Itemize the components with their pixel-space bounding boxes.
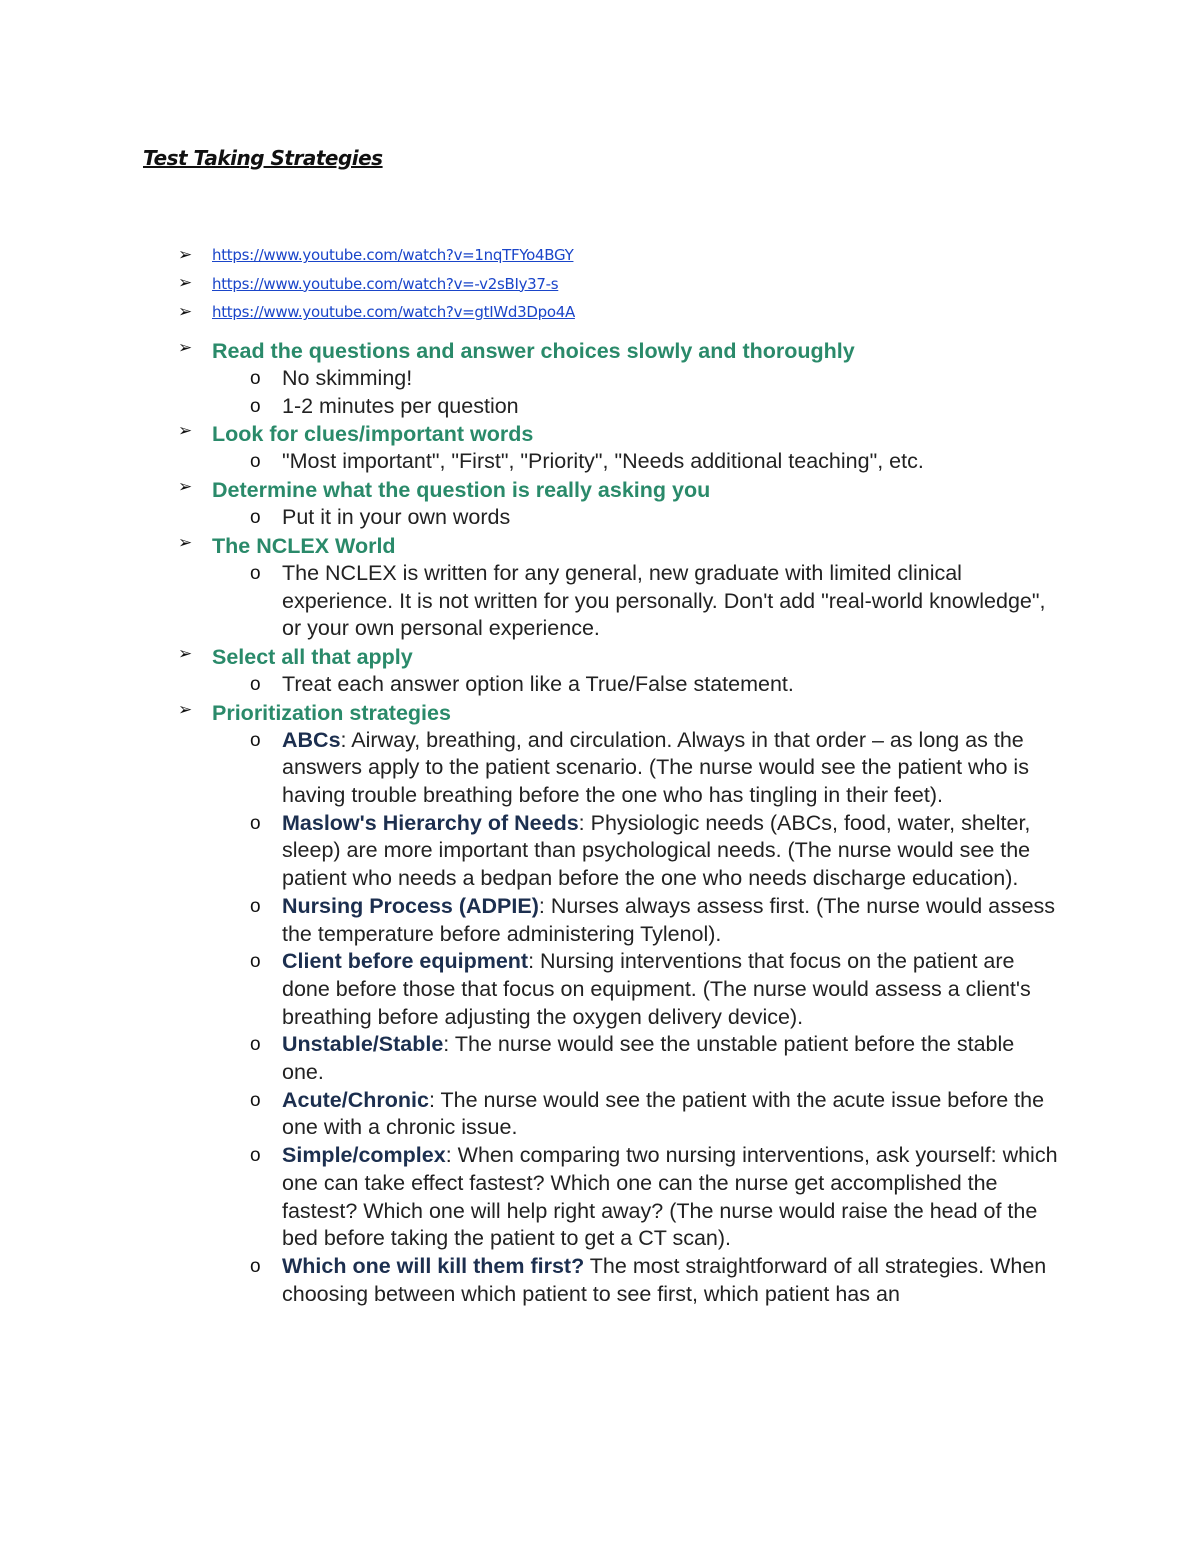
sub-item-text xyxy=(282,560,1060,643)
circle-bullet-icon: o xyxy=(250,1034,261,1056)
sub-item xyxy=(178,1087,1078,1142)
sub-item-text xyxy=(282,1253,1060,1308)
strategy-description: Treat each answer option like a True/False statement. xyxy=(282,671,794,696)
strategy-description: : When comparing two nursing interventions, ask yourself: which one can take effect fastest? Which one can the nurse get accomplished the fastest? Which one will help right away? (The nurse would raise the head of the bed before taking the patient to get a CT scan). xyxy=(282,1143,1058,1251)
sub-item xyxy=(178,393,1078,421)
circle-bullet-icon: o xyxy=(250,1255,261,1277)
sub-item xyxy=(178,893,1078,948)
strategy-term: Which one will kill them first? xyxy=(282,1253,585,1278)
strategy-description: : Airway, breathing, and circulation. Always in that order – as long as the answers apply to the patient scenario. (The nurse would see the patient who is having trouble breathing before the one who has tingling in their feet). xyxy=(282,727,1029,808)
sub-item xyxy=(178,560,1078,643)
section-heading: The NCLEX World xyxy=(212,533,396,558)
arrow-bullet-icon: ➢ xyxy=(178,338,193,358)
arrow-bullet-icon: ➢ xyxy=(178,477,193,498)
sub-item xyxy=(178,810,1078,893)
sub-item xyxy=(178,448,1078,476)
arrow-bullet-icon: ➢ xyxy=(178,273,193,294)
sub-item xyxy=(178,1253,1078,1308)
strategy-description: : The nurse would see the patient with the acute issue before the one with a chronic issue. xyxy=(282,1087,1045,1140)
arrow-bullet-icon: ➢ xyxy=(178,643,193,664)
link-item xyxy=(178,241,575,270)
link-item xyxy=(178,270,575,299)
sub-item-text xyxy=(282,948,1060,1031)
sub-item-text xyxy=(282,365,1060,393)
strategy-list xyxy=(178,337,1078,1308)
section-heading-row xyxy=(178,532,1078,560)
sub-item-text xyxy=(282,504,1060,532)
strategy-section xyxy=(178,420,1078,476)
section-heading: Read the questions and answer choices slowly and thoroughly xyxy=(212,339,855,363)
circle-bullet-icon: o xyxy=(250,562,261,584)
strategy-term: Client before equipment xyxy=(282,949,529,974)
sub-item-text xyxy=(282,893,1060,948)
sub-item-text xyxy=(282,1031,1060,1086)
circle-bullet-icon: o xyxy=(250,368,261,389)
section-heading: Select all that apply xyxy=(212,644,413,669)
strategy-section xyxy=(178,699,1078,1309)
strategy-description: The most straightforward of all strategies. When choosing between which patient to see first, which patient has an xyxy=(282,1253,1047,1306)
strategy-description: : Physiologic needs (ABCs, food, water, shelter, sleep) are more important than psychological needs. (The nurse would see the patient who needs a bedpan before the one who needs discharge education). xyxy=(282,810,1031,891)
arrow-bullet-icon: ➢ xyxy=(178,421,193,442)
circle-bullet-icon: o xyxy=(250,1145,261,1167)
strategy-section xyxy=(178,476,1078,532)
sub-item-text xyxy=(282,727,1060,810)
page-title: Test Taking Strategies xyxy=(143,146,383,170)
section-heading-row xyxy=(178,337,1078,365)
sub-item xyxy=(178,727,1078,810)
youtube-link[interactable]: https://www.youtube.com/watch?v=1nqTFYo4BGY xyxy=(212,246,574,265)
sub-item-text xyxy=(282,448,1060,476)
strategy-term: Nursing Process (ADPIE) xyxy=(282,893,539,918)
strategy-description: The NCLEX is written for any general, new graduate with limited clinical experience. It is not written for you personally. Don't add "real-world knowledge", or your own personal experience. xyxy=(282,560,1046,641)
circle-bullet-icon: o xyxy=(250,1089,261,1111)
strategy-section xyxy=(178,337,1078,420)
section-heading-row xyxy=(178,643,1078,671)
circle-bullet-icon: o xyxy=(250,812,261,834)
arrow-bullet-icon: ➢ xyxy=(178,301,193,322)
circle-bullet-icon: o xyxy=(250,451,261,473)
section-heading: Prioritization strategies xyxy=(212,700,451,725)
sub-item xyxy=(178,504,1078,532)
strategy-description: 1-2 minutes per question xyxy=(282,393,519,418)
arrow-bullet-icon: ➢ xyxy=(178,532,193,553)
circle-bullet-icon: o xyxy=(250,895,261,917)
sub-item-text xyxy=(282,1142,1060,1253)
youtube-link[interactable]: https://www.youtube.com/watch?v=-v2sBIy37-s xyxy=(212,274,559,293)
circle-bullet-icon: o xyxy=(250,951,261,973)
section-heading-row xyxy=(178,699,1078,727)
section-heading-row xyxy=(178,420,1078,448)
section-heading: Determine what the question is really asking you xyxy=(212,478,711,503)
circle-bullet-icon: o xyxy=(250,395,261,417)
strategy-term: Acute/Chronic xyxy=(282,1087,429,1112)
sub-item-text xyxy=(282,671,1060,699)
sub-item xyxy=(178,671,1078,699)
sub-item-text xyxy=(282,393,1060,421)
youtube-link[interactable]: https://www.youtube.com/watch?v=gtIWd3Dpo4A xyxy=(212,303,575,322)
strategy-term: Simple/complex xyxy=(282,1143,446,1168)
link-list xyxy=(178,241,575,327)
circle-bullet-icon: o xyxy=(250,507,261,529)
strategy-description: : The nurse would see the unstable patient before the stable one. xyxy=(282,1032,1015,1085)
arrow-bullet-icon: ➢ xyxy=(178,699,193,720)
sub-item xyxy=(178,365,1078,393)
circle-bullet-icon: o xyxy=(250,729,261,751)
section-heading: Look for clues/important words xyxy=(212,422,534,447)
sub-item-text xyxy=(282,810,1060,893)
strategy-description: : Nursing interventions that focus on the patient are done before those that focus on equipment. (The nurse would assess a client's breathing before adjusting the oxygen delivery device). xyxy=(282,949,1031,1029)
sub-item xyxy=(178,1031,1078,1086)
section-heading-row xyxy=(178,476,1078,504)
strategy-section xyxy=(178,643,1078,699)
strategy-term: Unstable/Stable xyxy=(282,1032,444,1057)
strategy-term: Maslow's Hierarchy of Needs xyxy=(282,810,579,835)
strategy-description: : Nurses always assess first. (The nurse would assess the temperature before administering Tylenol). xyxy=(282,893,1056,946)
sub-item xyxy=(178,1142,1078,1253)
strategy-section xyxy=(178,532,1078,643)
arrow-bullet-icon: ➢ xyxy=(178,244,193,265)
strategy-description: "Most important", "First", "Priority", "Needs additional teaching", etc. xyxy=(282,449,924,474)
strategy-term: ABCs xyxy=(282,727,341,752)
circle-bullet-icon: o xyxy=(250,673,261,695)
strategy-description: No skimming! xyxy=(282,366,413,390)
link-item xyxy=(178,298,575,327)
sub-item xyxy=(178,948,1078,1031)
strategy-description: Put it in your own words xyxy=(282,505,511,530)
sub-item-text xyxy=(282,1087,1060,1142)
